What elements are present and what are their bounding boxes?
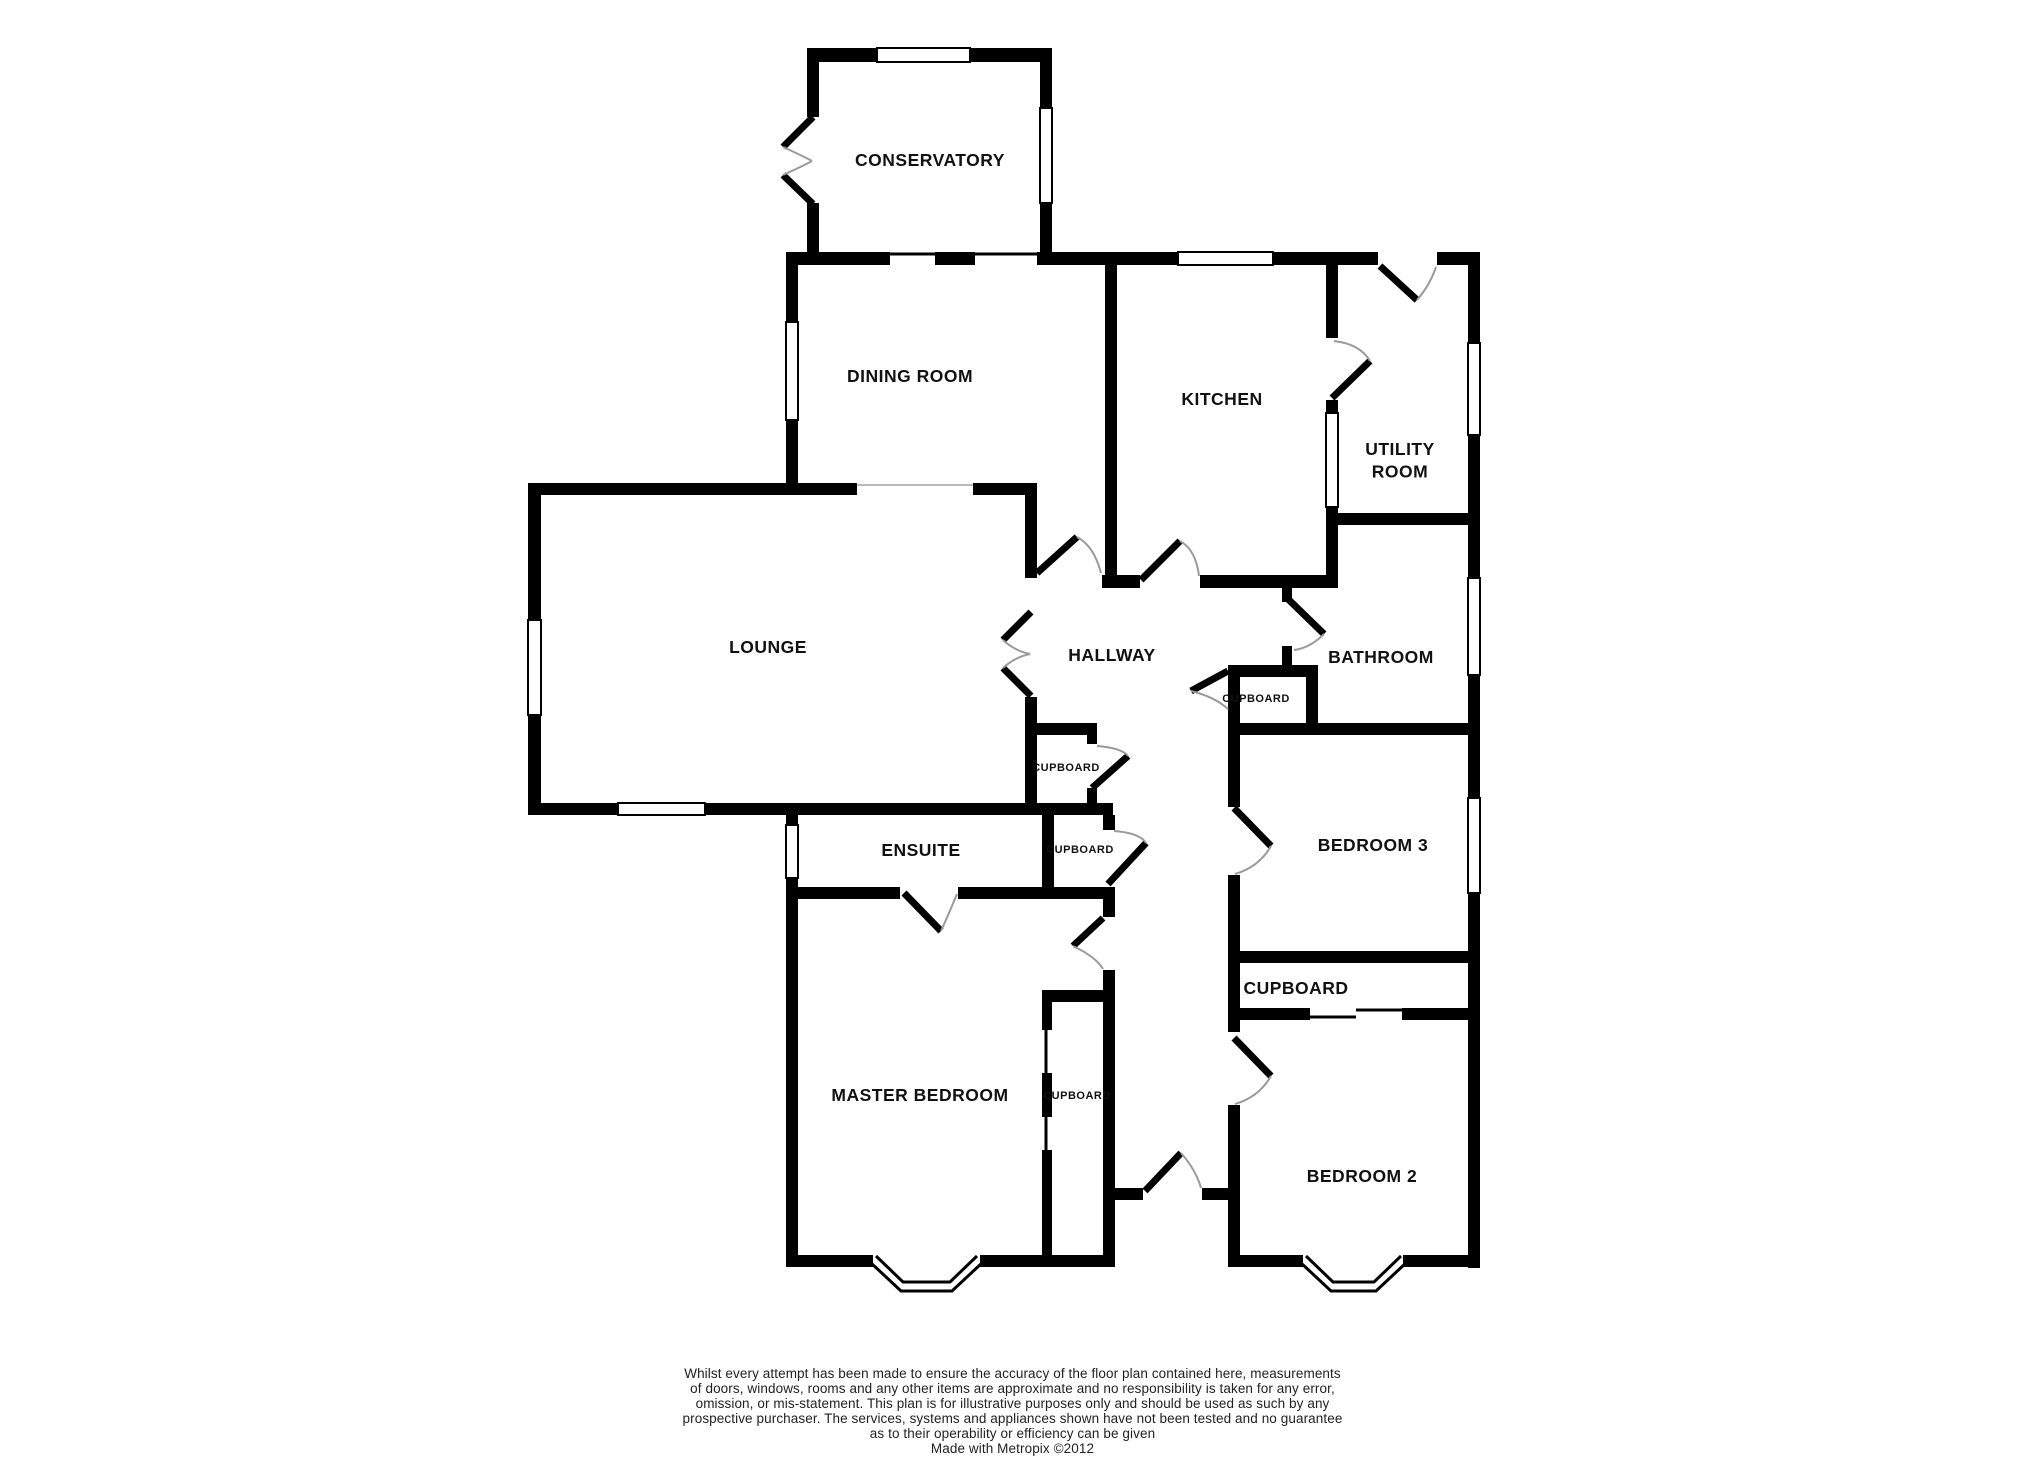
- door: [904, 893, 957, 931]
- disclaimer-line: Whilst every attempt has been made to ensure the accuracy of the floor plan contained here, measurements: [684, 1366, 1341, 1381]
- room-label-lounge: LOUNGE: [729, 637, 807, 658]
- window: [786, 322, 798, 420]
- window: [1468, 343, 1480, 435]
- window: [528, 620, 541, 715]
- room-label-cupboard-master: CUPBOARD: [1043, 1089, 1111, 1102]
- window: [1468, 798, 1480, 893]
- window: [1326, 413, 1338, 507]
- bay-window: [876, 1256, 977, 1282]
- windows-layer: [528, 48, 1480, 893]
- window: [1040, 108, 1052, 203]
- room-label-cupboard-bathroom: CUPBOARD: [1222, 692, 1290, 705]
- door: [1234, 808, 1271, 874]
- openings-layer: [857, 254, 1407, 1291]
- door: [1332, 341, 1370, 398]
- room-label-ensuite: ENSUITE: [881, 840, 961, 861]
- door: [1380, 266, 1436, 300]
- room-label-bathroom: BATHROOM: [1328, 647, 1434, 668]
- bay-window: [1306, 1256, 1401, 1282]
- door: [1288, 599, 1324, 650]
- door: [1073, 918, 1103, 969]
- disclaimer: [0, 1366, 2025, 1456]
- window: [877, 48, 970, 62]
- window: [1178, 252, 1273, 265]
- room-label-bedroom-2: BEDROOM 2: [1306, 1166, 1418, 1187]
- room-label-bedroom-3: BEDROOM 3: [1317, 835, 1429, 856]
- room-label-cupboard-landing: CUPBOARD: [1243, 978, 1349, 999]
- room-label-dining-room: DINING ROOM: [846, 366, 974, 387]
- disclaimer-line: of doors, windows, rooms and any other items are approximate and no responsibility is taken for any error,: [690, 1381, 1335, 1396]
- room-label-conservatory: CONSERVATORY: [855, 150, 1005, 171]
- window: [1468, 578, 1480, 675]
- disclaimer-line: as to their operability or efficiency can be given: [869, 1426, 1156, 1441]
- window: [618, 803, 705, 815]
- room-label-hallway: HALLWAY: [1068, 645, 1156, 666]
- door: [1003, 612, 1031, 696]
- disclaimer-line: omission, or mis-statement. This plan is for illustrative purposes only and should be used as such by any: [695, 1396, 1330, 1411]
- room-label-master-bedroom: MASTER BEDROOM: [831, 1085, 1009, 1106]
- metropix-credit: Made with Metropix ©2012: [930, 1441, 1095, 1456]
- door: [1141, 541, 1199, 580]
- window: [786, 825, 798, 878]
- door: [1145, 1153, 1201, 1191]
- door: [783, 117, 813, 204]
- disclaimer-line: prospective purchaser. The services, systems and appliances shown have not been tested and no guarantee: [682, 1411, 1343, 1426]
- room-label-cupboard-hall-upper: CUPBOARD: [1032, 761, 1100, 774]
- room-label-utility-room: UTILITY: [1365, 438, 1435, 459]
- door: [1037, 537, 1101, 573]
- door: [1234, 1038, 1271, 1104]
- room-label-utility-room: ROOM: [1371, 461, 1429, 482]
- room-label-kitchen: KITCHEN: [1181, 389, 1263, 410]
- door: [1108, 831, 1146, 884]
- room-label-cupboard-hall-lower: CUPBOARD: [1046, 843, 1114, 856]
